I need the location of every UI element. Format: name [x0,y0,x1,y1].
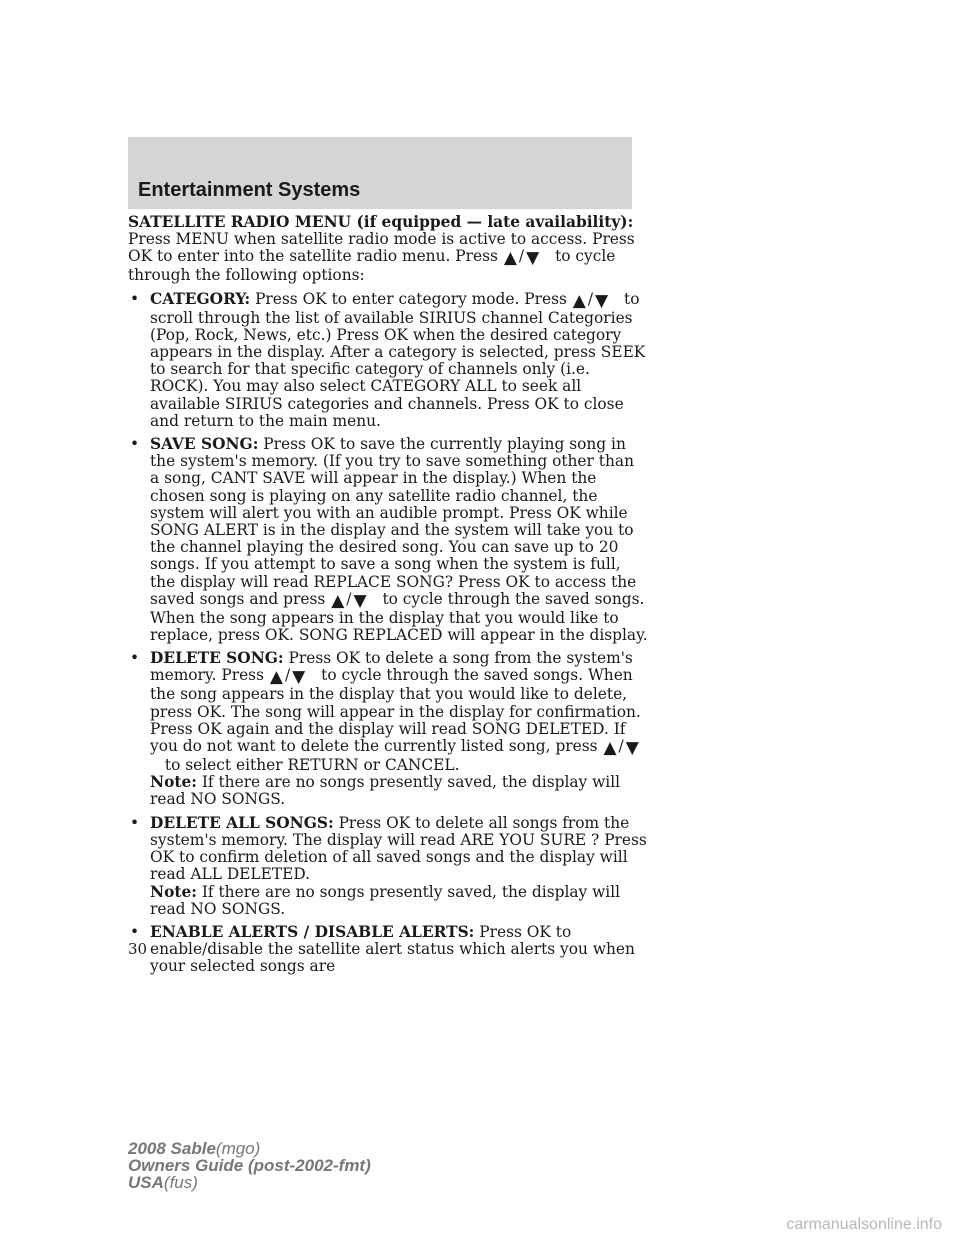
bullet-text: Press OK to enable/disable the satellite alert status which alerts you when your selected songs are [150,922,635,976]
note [150,884,648,918]
arrow-separator: / [518,247,525,266]
footer-market-code: (fus) [163,1173,198,1192]
down-arrow-icon: ▼ [353,590,367,611]
bullet-label: CATEGORY: [150,289,251,308]
bullet-dot: • [130,922,140,941]
bullet-text: Press OK to enter category mode. Press [255,289,567,308]
bullet-dot: • [130,289,140,308]
bullet-text: to cycle through the saved songs. When the song appears in the display that you would like to replace, press OK. SONG REPLACED will appear in the display. [150,589,648,645]
footer-line-1 [128,1140,371,1157]
bullet-dot: • [130,649,140,668]
section-title: Entertainment Systems [138,179,361,201]
bullet-text: Press OK to delete all songs from the system's memory. The display will read ARE YOU SURE ? Press OK to confirm deletion of all saved songs and the display will read ALL DELETED. [150,813,647,884]
note-text: If there are no songs presently saved, the display will read NO SONGS. [150,882,621,918]
list-item-delete-all-songs [128,815,648,918]
list-item-category [128,291,648,430]
bullet-text: Press OK to delete a song from the system's memory. Press [150,649,633,685]
note-text: If there are no songs presently saved, the display will read NO SONGS. [150,773,621,809]
footer-line-3 [128,1174,371,1191]
down-arrow-icon: ▼ [625,738,639,759]
page-number: 30 [128,940,148,958]
footer-line-2: Owners Guide (post-2002-fmt) [128,1156,371,1175]
intro-paragraph [128,214,648,285]
footer-market: USA [128,1173,164,1192]
arrow-separator: / [284,666,291,685]
footer-model-code: (mgo) [215,1139,261,1158]
bullet-text: to cycle through the saved songs. When the song appears in the display that you would like to delete, press OK. The song will appear in the display for confirmation. Press OK again and the display will read SONG DELETED. If you do not want to delete the currently listed song, press [150,666,641,756]
bullet-label: DELETE ALL SONGS: [150,813,334,832]
bullet-text: to scroll through the list of available SIRIUS channel Categories (Pop, Rock, News, etc.) Press OK when the desired category appears in the display. After a category is selected, press SEEK to search for that specific category of channels only (i.e. ROCK). You may also select CATEGORY ALL to seek all available SIRIUS categories and channels. Press OK to close and return to the main menu. [150,289,646,430]
note-label: Note: [150,773,197,792]
bullet-label: DELETE SONG: [150,649,284,668]
down-arrow-icon: ▼ [595,290,609,311]
document-footer [128,1140,371,1191]
note [150,774,648,808]
up-arrow-icon: ▲ [269,667,283,688]
page-content [128,214,648,982]
bullet-text: Press OK to save the currently playing song in the system's memory. (If you try to save something other than a song, CANT SAVE will appear in the display.) When the chosen song is playing on any satellite radio channel, the system will alert you with an audible prompt. Press OK while SONG ALERT is in the display and the system will take you to the channel playing the desired song. You can save up to 20 songs. If you attempt to save a song when the system is full, the display will read REPLACE SONG? Press OK to access the saved songs and press [150,435,637,608]
list-item-enable-alerts [128,924,648,976]
bullet-label: SAVE SONG: [150,435,259,454]
up-arrow-icon: ▲ [603,738,617,759]
intro-text-1: Press MENU when satellite radio mode is active to access. Press OK to enter into the satellite radio menu. Press [128,230,635,266]
watermark[interactable]: carmanualsonline.info [786,1216,942,1233]
arrow-separator: / [618,737,624,756]
up-arrow-icon: ▲ [331,590,345,611]
up-arrow-icon: ▲ [572,290,586,311]
footer-model: 2008 Sable [128,1139,216,1158]
bullet-dot: • [130,435,140,454]
arrow-separator: / [587,289,594,308]
bullet-dot: • [130,813,140,832]
up-arrow-icon: ▲ [503,248,517,269]
note-label: Note: [150,882,197,901]
down-arrow-icon: ▼ [526,248,540,269]
down-arrow-icon: ▼ [292,667,306,688]
bullet-text: to select either RETURN or CANCEL. [164,756,460,775]
arrow-separator: / [346,589,352,608]
bullet-label: ENABLE ALERTS / DISABLE ALERTS: [150,922,475,941]
section-header-band [128,137,632,209]
intro-heading: SATELLITE RADIO MENU (if equipped — late availability): [128,213,634,231]
list-item-delete-song [128,650,648,808]
intro-text-2: to cycle through the following options: [128,247,616,285]
list-item-save-song [128,436,648,644]
